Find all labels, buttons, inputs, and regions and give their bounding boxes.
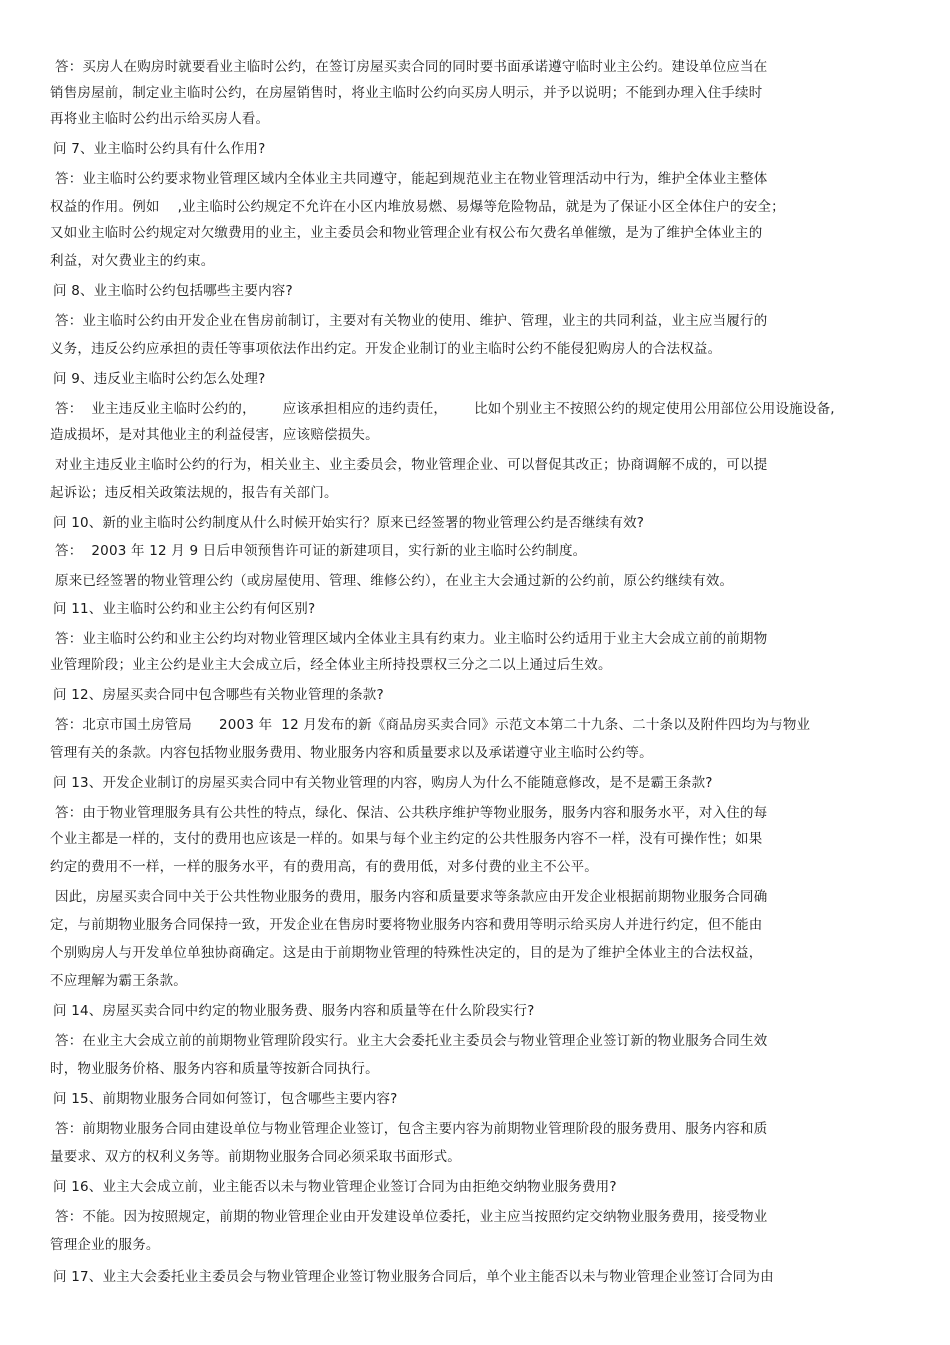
text-line: 答： 业主违反业主临时公约的， 应该承担相应的违约责任， 比如个别业主不按照公约的规定使用公用部位公用设施设备,	[55, 401, 835, 417]
question-heading: 问 17、业主大会委托业主委员会与物业管理企业签订物业服务合同后，单个业主能否以未与物业管理企业签订合同为由	[53, 1269, 774, 1285]
text-line: 时，物业服务价格、服务内容和质量等按新合同执行。	[50, 1061, 379, 1077]
text-line: 管理有关的条款。内容包括物业服务费用、物业服务内容和质量要求以及承诺遵守业主临时公约等。	[50, 745, 653, 761]
text-line: 答： 2003 年 12 月 9 日后申领预售许可证的新建项目，实行新的业主临时公约制度。	[55, 543, 587, 559]
text-line: 不应理解为霸王条款。	[50, 973, 187, 989]
text-line: 再将业主临时公约出示给买房人看。	[50, 111, 270, 127]
text-line: 答：前期物业服务合同由建设单位与物业管理企业签订，包含主要内容为前期物业管理阶段的服务费用、服务内容和质	[55, 1121, 768, 1137]
text-line: 原来已经签署的物业管理公约（或房屋使用、管理、维修公约），在业主大会通过新的公约前，原公约继续有效。	[55, 573, 734, 589]
text-line: 定，与前期物业服务合同保持一致，开发企业在售房时要将物业服务内容和费用等明示给买房人并进行约定，但不能由	[50, 917, 763, 933]
question-heading: 问 15、前期物业服务合同如何签订，包含哪些主要内容?	[53, 1091, 398, 1107]
text-line: 义务，违反公约应承担的责任等事项依法作出约定。开发企业制订的业主临时公约不能侵犯购房人的合法权益。	[50, 341, 722, 357]
text-line: 量要求、双方的权利义务等。前期物业服务合同必须采取书面形式。	[50, 1149, 461, 1165]
question-heading: 问 16、业主大会成立前，业主能否以未与物业管理企业签订合同为由拒绝交纳物业服务费用?	[53, 1179, 617, 1195]
question-heading: 问 13、开发企业制订的房屋买卖合同中有关物业管理的内容，购房人为什么不能随意修改，是不是霸王条款?	[53, 775, 713, 791]
question-heading: 问 12、房屋买卖合同中包含哪些有关物业管理的条款?	[53, 687, 384, 703]
text-line: 个业主都是一样的，支付的费用也应该是一样的。如果与每个业主约定的公共性服务内容不一样，没有可操作性；如果	[50, 831, 763, 847]
question-heading: 问 10、新的业主临时公约制度从什么时候开始实行？原来已经签署的物业管理公约是否继续有效?	[53, 515, 645, 531]
text-line: 权益的作用。例如 ,业主临时公约规定不允许在小区内堆放易燃、易爆等危险物品，就是为了保证小区全体住户的安全；	[50, 199, 785, 215]
text-line: 管理企业的服务。	[50, 1237, 160, 1253]
question-heading: 问 11、业主临时公约和业主公约有何区别?	[53, 601, 316, 617]
text-line: 因此，房屋买卖合同中关于公共性物业服务的费用，服务内容和质量要求等条款应由开发企业根据前期物业服务合同确	[55, 889, 768, 905]
text-line: 又如业主临时公约规定对欠缴费用的业主，业主委员会和物业管理企业有权公布欠费名单催缴，是为了维护全体业主的	[50, 225, 763, 241]
text-line: 个别购房人与开发单位单独协商确定。这是由于前期物业管理的特殊性决定的，目的是为了维护全体业主的合法权益，	[50, 945, 763, 961]
text-line: 答：由于物业管理服务具有公共性的特点，绿化、保洁、公共秩序维护等物业服务，服务内容和服务水平，对入住的每	[55, 805, 768, 821]
question-heading: 问 14、房屋买卖合同中约定的物业服务费、服务内容和质量等在什么阶段实行?	[53, 1003, 535, 1019]
text-line: 销售房屋前，制定业主临时公约，在房屋销售时，将业主临时公约向买房人明示，并予以说明；不能到办理入住手续时	[50, 85, 763, 101]
text-line: 答：买房人在购房时就要看业主临时公约，在签订房屋买卖合同的同时要书面承诺遵守临时业主公约。建设单位应当在	[55, 59, 768, 75]
text-line: 答：业主临时公约和业主公约均对物业管理区域内全体业主具有约束力。业主临时公约适用于业主大会成立前的前期物	[55, 631, 768, 647]
text-line: 起诉讼；违反相关政策法规的，报告有关部门。	[50, 485, 338, 501]
text-line: 利益，对欠费业主的约束。	[50, 253, 215, 269]
text-line: 答：业主临时公约由开发企业在售房前制订，主要对有关物业的使用、维护、管理，业主的共同利益，业主应当履行的	[55, 313, 768, 329]
text-line: 答：在业主大会成立前的前期物业管理阶段实行。业主大会委托业主委员会与物业管理企业签订新的物业服务合同生效	[55, 1033, 768, 1049]
text-line: 答：北京市国土房管局 2003 年 12 月发布的新《商品房买卖合同》示范文本第二十九条、二十条以及附件四均为与物业	[55, 717, 811, 733]
text-line: 答：不能。因为按照规定，前期的物业管理企业由开发建设单位委托，业主应当按照约定交纳物业服务费用，接受物业	[55, 1209, 768, 1225]
text-line: 造成损坏，是对其他业主的利益侵害，应该赔偿损失。	[50, 427, 379, 443]
text-line: 业管理阶段；业主公约是业主大会成立后，经全体业主所持投票权三分之二以上通过后生效。	[50, 657, 612, 673]
question-heading: 问 9、违反业主临时公约怎么处理?	[53, 371, 266, 387]
text-line: 对业主违反业主临时公约的行为，相关业主、业主委员会，物业管理企业、可以督促其改正；协商调解不成的，可以提	[55, 457, 768, 473]
text-line: 约定的费用不一样，一样的服务水平，有的费用高，有的费用低，对多付费的业主不公平。	[50, 859, 598, 875]
question-heading: 问 8、业主临时公约包括哪些主要内容?	[53, 283, 293, 299]
text-line: 答：业主临时公约要求物业管理区域内全体业主共同遵守，能起到规范业主在物业管理活动中行为，维护全体业主整体	[55, 171, 768, 187]
question-heading: 问 7、业主临时公约具有什么作用?	[53, 141, 266, 157]
